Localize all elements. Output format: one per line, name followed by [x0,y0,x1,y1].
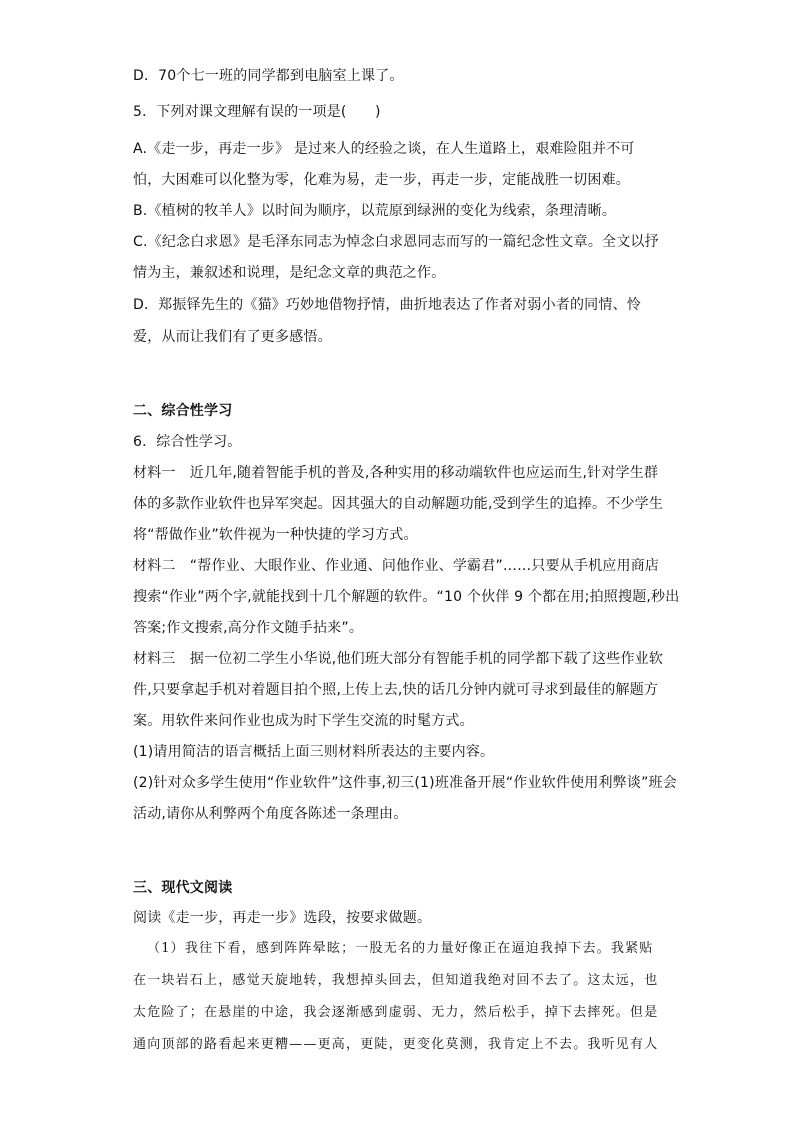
excerpt-line-4: 通向顶部的路看起来更糟——更高，更陡，更变化莫测，我肯定上不去。我听见有人 [133,1037,659,1052]
material-1-line-3: 将“帮做作业”软件视为一种快捷的学习方式。 [133,527,418,543]
material-1-line-1: 材料一 近几年,随着智能手机的普及,各种实用的移动端软件也应运而生,针对学生群 [133,465,659,481]
excerpt-line-3: 太危险了；在悬崖的中途，我会逐渐感到虚弱、无力，然后松手，掉下去摔死。但是 [133,1005,659,1020]
material-2-line-2: 搜索“作业”两个字,就能找到十几个解题的软件。“10 个伙伴 9 个都在用;拍照搜题,秒出 [133,589,680,605]
material-3-line-3: 案。用软件来问作业也成为时下学生交流的时髦方式。 [133,713,474,729]
material-1-line-2: 体的多款作业软件也异军突起。因其强大的自动解题功能,受到学生的追捧。不少学生 [133,496,664,512]
reading-instruction: 阅读《走一步，再走一步》选段，按要求做题。 [133,910,432,926]
section-3-heading: 三、现代文阅读 [133,880,233,896]
q4-option-d: D．70个七一班的同学都到电脑室上课了。 [133,68,404,84]
q5-option-c-line-1: C.《纪念白求恩》是毛泽东同志为悼念白求恩同志而写的一篇纪念性文章。全文以抒 [133,234,659,250]
q6-stem: 6．综合性学习。 [133,434,242,450]
material-2-line-1: 材料二 “帮作业、大眼作业、作业通、问他作业、学霸君”……只要从手机应用商店 [133,558,660,574]
q5-option-a-line-2: 怕，大困难可以化整为零，化难为易，走一步，再走一步，定能战胜一切困难。 [133,172,630,188]
section-2-heading: 二、综合性学习 [133,403,233,419]
sub-question-2-line-1: (2)针对众多学生使用“作业软件”这件事,初三(1)班准备开展“作业软件使用利弊谈”班会 [133,775,677,791]
q5-option-c-line-2: 情为主，兼叙述和说理，是纪念文章的典范之作。 [133,265,446,281]
q5-stem: 5．下列对课文理解有误的一项是( ) [133,104,381,120]
q5-option-d-line-2: 爱，从而让我们有了更多感悟。 [133,329,332,345]
excerpt-line-2: 在一块岩石上，感觉天旋地转，我想掉头回去，但知道我绝对回不去了。这太远，也 [133,973,659,988]
q5-option-d-line-1: D．郑振铎先生的《猫》巧妙地借物抒情，曲折地表达了作者对弱小者的同情、怜 [133,297,641,313]
sub-question-1: (1)请用简洁的语言概括上面三则材料所表达的主要内容。 [133,744,495,760]
excerpt-line-1: （1）我往下看，感到阵阵晕眩；一股无名的力量好像正在逼迫我掉下去。我紧贴 [147,941,654,956]
material-3-line-1: 材料三 据一位初二学生小华说,他们班大部分有智能手机的同学都下载了这些作业软 [133,651,664,667]
sub-question-2-line-2: 活动,请你从利弊两个角度各陈述一条理由。 [133,806,408,822]
q5-option-b: B.《植树的牧羊人》以时间为顺序，以荒原到绿洲的变化为线索，条理清晰。 [133,203,617,219]
q5-option-a-line-1: A.《走一步，再走一步》 是过来人的经验之谈，在人生道路上，艰难险阻并不可 [133,141,635,157]
material-3-line-2: 件,只要拿起手机对着题目拍个照,上传上去,快的话几分钟内就可寻求到最佳的解题方 [133,682,659,698]
material-2-line-3: 答案;作文搜索,高分作文随手拈来”。 [133,620,364,636]
